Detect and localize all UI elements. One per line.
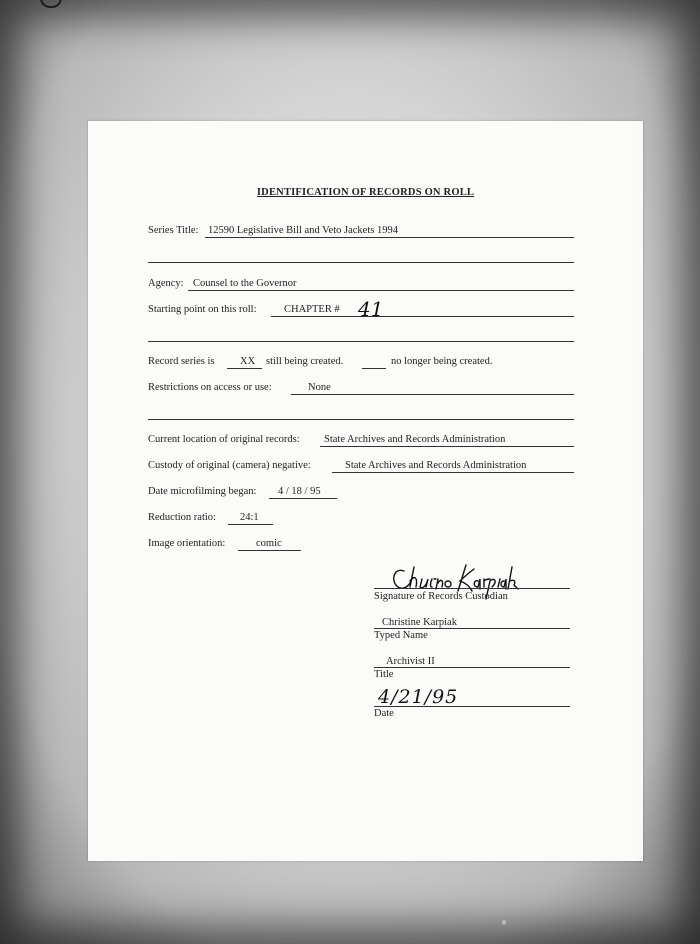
title-value: Archivist II [386, 656, 435, 667]
starting-point-label: Starting point on this roll: [148, 304, 257, 315]
restrictions-line [291, 394, 574, 395]
current-location-line [320, 446, 574, 447]
typed-name-value: Christine Karpiak [382, 617, 457, 628]
starting-point-handwritten: 41 [358, 297, 384, 321]
date-began-value: 4 / 18 / 95 [278, 486, 321, 497]
custody-label: Custody of original (camera) negative: [148, 460, 311, 471]
typed-name-line [374, 628, 570, 629]
form-title: IDENTIFICATION OF RECORDS ON ROLL [256, 187, 475, 198]
date-began-label: Date microfilming began: [148, 486, 257, 497]
series-title-label: Series Title: [148, 225, 199, 236]
film-corner-mark [40, 0, 62, 8]
agency-value: Counsel to the Governor [193, 278, 297, 289]
agency-line [188, 290, 574, 291]
restrictions-line-2 [148, 419, 574, 420]
custody-line [332, 472, 574, 473]
current-location-value: State Archives and Records Administration [324, 434, 506, 445]
restrictions-label: Restrictions on access or use: [148, 382, 272, 393]
starting-point-line-2 [148, 341, 574, 342]
starting-point-line [271, 316, 574, 317]
series-title-line-2 [148, 262, 574, 263]
dust-speck [502, 920, 506, 925]
record-series-no-longer-text: no longer being created. [391, 356, 493, 367]
reduction-ratio-line [228, 524, 273, 525]
starting-point-value: CHAPTER # [284, 304, 340, 315]
record-series-label: Record series is [148, 356, 215, 367]
image-orientation-label: Image orientation: [148, 538, 226, 549]
series-title-line [205, 237, 574, 238]
signature-line [374, 588, 570, 589]
restrictions-value: None [308, 382, 331, 393]
signature-caption: Signature of Records Custodian [374, 591, 508, 602]
record-series-no-longer-line [362, 368, 386, 369]
record-series-being-mark: XX [240, 356, 256, 367]
current-location-label: Current location of original records: [148, 434, 300, 445]
date-caption: Date [374, 708, 394, 719]
record-series-being-line [227, 368, 262, 369]
date-line [374, 706, 570, 707]
typed-name-caption: Typed Name [374, 630, 428, 641]
image-orientation-value: comic [256, 538, 282, 549]
agency-label: Agency: [148, 278, 184, 289]
series-title-value: 12590 Legislative Bill and Veto Jackets 1994 [208, 225, 398, 236]
title-line [374, 667, 570, 668]
image-orientation-line [238, 550, 301, 551]
reduction-ratio-value: 24:1 [240, 512, 259, 523]
date-handwritten: 4/21/95 [378, 686, 459, 708]
custody-value: State Archives and Records Administration [345, 460, 527, 471]
reduction-ratio-label: Reduction ratio: [148, 512, 216, 523]
record-series-being-text: still being created. [266, 356, 344, 367]
form-page [88, 121, 643, 861]
date-began-line [269, 498, 337, 499]
title-caption: Title [374, 669, 394, 680]
